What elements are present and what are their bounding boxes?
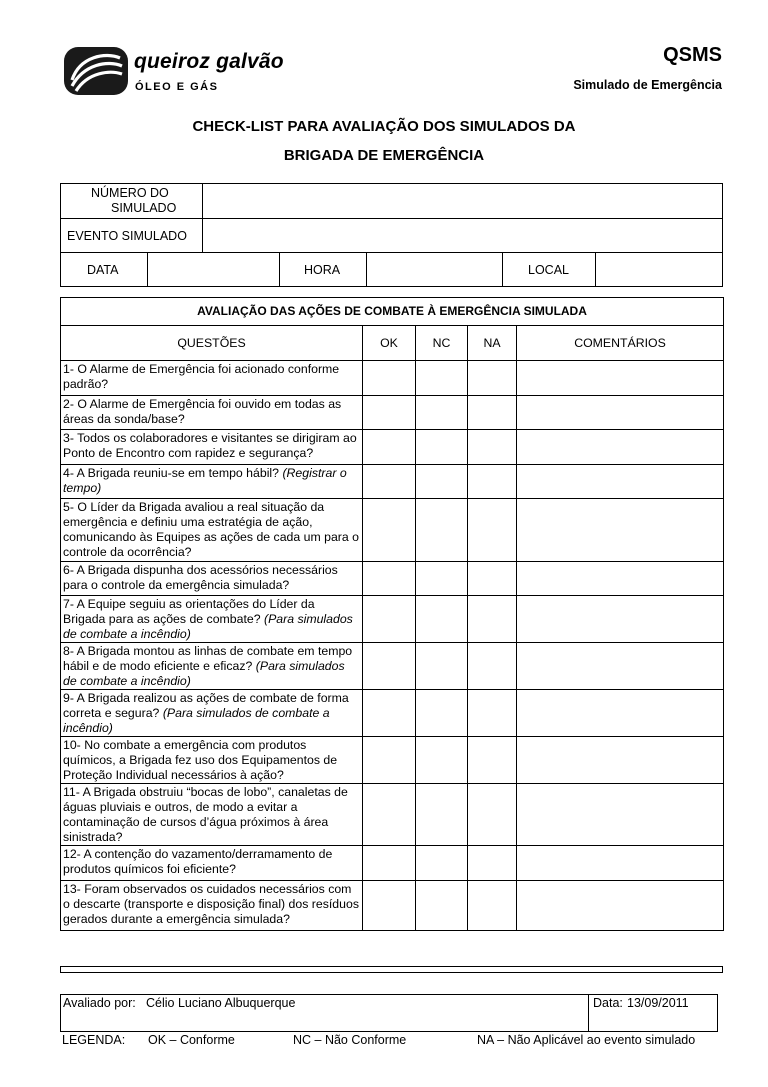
comment-cell[interactable] bbox=[517, 396, 724, 430]
question-text: 7- A Equipe seguiu as orientações do Líder da Brigada para as ações de combate? bbox=[63, 597, 315, 626]
na-cell[interactable] bbox=[468, 596, 517, 643]
question-text: 8- A Brigada montou as linhas de combate em tempo hábil e de modo eficiente e eficaz? bbox=[63, 644, 353, 673]
question-text: 1- O Alarme de Emergência foi acionado conforme padrão? bbox=[63, 362, 340, 391]
table-row bbox=[61, 737, 724, 784]
evento-field[interactable] bbox=[208, 222, 714, 248]
question-cell bbox=[61, 361, 363, 396]
col-comentarios: COMENTÁRIOS bbox=[517, 326, 724, 361]
table-row bbox=[61, 846, 724, 881]
brand-subtitle: ÓLEO E GÁS bbox=[135, 81, 219, 93]
ok-cell[interactable] bbox=[363, 881, 416, 931]
legenda-label: LEGENDA: bbox=[62, 1033, 126, 1047]
table-row bbox=[61, 596, 724, 643]
ok-cell[interactable] bbox=[363, 396, 416, 430]
na-cell[interactable] bbox=[468, 361, 517, 396]
evento-label: EVENTO SIMULADO bbox=[67, 229, 187, 243]
question-cell bbox=[61, 690, 363, 737]
comment-cell[interactable] bbox=[517, 499, 724, 562]
na-cell[interactable] bbox=[468, 881, 517, 931]
numero-label-1: NÚMERO DO bbox=[91, 186, 169, 200]
table-row bbox=[61, 784, 724, 846]
question-text: 6- A Brigada dispunha dos acessórios necessários para o controle da emergência simulada? bbox=[63, 563, 338, 592]
nc-cell[interactable] bbox=[416, 881, 468, 931]
table-row bbox=[61, 499, 724, 562]
question-cell bbox=[61, 499, 363, 562]
na-cell[interactable] bbox=[468, 846, 517, 881]
question-cell bbox=[61, 596, 363, 643]
legenda-nc: NC – Não Conforme bbox=[293, 1033, 407, 1047]
nc-cell[interactable] bbox=[416, 690, 468, 737]
ok-cell[interactable] bbox=[363, 596, 416, 643]
question-text: 9- A Brigada realizou as ações de combate de forma correta e segura? bbox=[63, 691, 349, 720]
page-title-line2: BRIGADA DE EMERGÊNCIA bbox=[283, 147, 485, 164]
evaluation-heading: AVALIAÇÃO DAS AÇÕES DE COMBATE À EMERGÊNCIA SIMULADA bbox=[61, 298, 724, 326]
question-text: 12- A contenção do vazamento/derramamento de produtos químicos foi eficiente? bbox=[63, 847, 333, 876]
local-label: LOCAL bbox=[528, 263, 569, 277]
nc-cell[interactable] bbox=[416, 643, 468, 690]
na-cell[interactable] bbox=[468, 737, 517, 784]
question-cell bbox=[61, 881, 363, 931]
na-cell[interactable] bbox=[468, 499, 517, 562]
comment-cell[interactable] bbox=[517, 881, 724, 931]
na-cell[interactable] bbox=[468, 784, 517, 846]
na-cell[interactable] bbox=[468, 690, 517, 737]
na-cell[interactable] bbox=[468, 643, 517, 690]
table-row bbox=[61, 643, 724, 690]
table-row bbox=[61, 881, 724, 931]
comment-cell[interactable] bbox=[517, 562, 724, 596]
avaliado-name: Célio Luciano Albuquerque bbox=[146, 996, 296, 1010]
table-row bbox=[61, 690, 724, 737]
comment-cell[interactable] bbox=[517, 784, 724, 846]
nc-cell[interactable] bbox=[416, 361, 468, 396]
comment-cell[interactable] bbox=[517, 737, 724, 784]
question-text: 11- A Brigada obstruiu “bocas de lobo”, canaletas de águas pluviais e outros, de modo a evitar a contaminação de cursos d’água próximos à área sinistrada? bbox=[63, 785, 348, 844]
nc-cell[interactable] bbox=[416, 465, 468, 499]
question-cell bbox=[61, 430, 363, 465]
question-text: 10- No combate a emergência com produtos químicos, a Brigada fez uso dos Equipamentos de Proteção Individual necessários à ação? bbox=[63, 738, 338, 782]
data-avaliacao-label: Data: bbox=[593, 996, 623, 1010]
qsms-subtitle: Simulado de Emergência bbox=[573, 78, 722, 92]
nc-cell[interactable] bbox=[416, 737, 468, 784]
comment-cell[interactable] bbox=[517, 430, 724, 465]
table-row bbox=[61, 361, 724, 396]
col-na: NA bbox=[468, 326, 517, 361]
col-ok: OK bbox=[363, 326, 416, 361]
nc-cell[interactable] bbox=[416, 499, 468, 562]
table-row bbox=[61, 396, 724, 430]
hora-label: HORA bbox=[304, 263, 341, 277]
nc-cell[interactable] bbox=[416, 430, 468, 465]
question-text: 3- Todos os colaboradores e visitantes se dirigiram ao Ponto de Encontro com rapidez e segurança? bbox=[63, 431, 357, 460]
table-row bbox=[61, 430, 724, 465]
na-cell[interactable] bbox=[468, 430, 517, 465]
question-note: (Para simulados de combate a incêndio) bbox=[63, 659, 345, 688]
question-cell bbox=[61, 846, 363, 881]
legenda-na: NA – Não Aplicável ao evento simulado bbox=[477, 1033, 696, 1047]
data-label: DATA bbox=[87, 263, 119, 277]
question-note: (Registrar o tempo) bbox=[63, 466, 347, 495]
evaluation-table bbox=[60, 297, 724, 931]
footer-box bbox=[60, 994, 718, 1032]
ok-cell[interactable] bbox=[363, 643, 416, 690]
comment-cell[interactable] bbox=[517, 361, 724, 396]
nc-cell[interactable] bbox=[416, 784, 468, 846]
nc-cell[interactable] bbox=[416, 396, 468, 430]
na-cell[interactable] bbox=[468, 465, 517, 499]
question-cell bbox=[61, 562, 363, 596]
question-cell bbox=[61, 643, 363, 690]
ok-cell[interactable] bbox=[363, 499, 416, 562]
nc-cell[interactable] bbox=[416, 596, 468, 643]
ok-cell[interactable] bbox=[363, 430, 416, 465]
nc-cell[interactable] bbox=[416, 562, 468, 596]
ok-cell[interactable] bbox=[363, 361, 416, 396]
data-avaliacao-value: 13/09/2011 bbox=[627, 996, 689, 1010]
ok-cell[interactable] bbox=[363, 784, 416, 846]
info-box bbox=[60, 183, 723, 287]
local-field[interactable] bbox=[599, 256, 719, 284]
nc-cell[interactable] bbox=[416, 846, 468, 881]
avaliado-label: Avaliado por: bbox=[63, 996, 136, 1010]
ok-cell[interactable] bbox=[363, 690, 416, 737]
table-row bbox=[61, 562, 724, 596]
na-cell[interactable] bbox=[468, 396, 517, 430]
comment-cell[interactable] bbox=[517, 465, 724, 499]
data-field[interactable] bbox=[151, 256, 275, 284]
question-text: 2- O Alarme de Emergência foi ouvido em todas as áreas da sonda/base? bbox=[63, 397, 342, 426]
question-text: 4- A Brigada reuniu-se em tempo hábil? bbox=[63, 466, 280, 480]
ok-cell[interactable] bbox=[363, 737, 416, 784]
comment-cell[interactable] bbox=[517, 596, 724, 643]
hora-field[interactable] bbox=[370, 256, 498, 284]
question-note: (Para simulados de combate a incêndio) bbox=[63, 706, 330, 735]
brand-name: queiroz galvão bbox=[134, 50, 284, 73]
legenda-ok: OK – Conforme bbox=[148, 1033, 235, 1047]
comment-cell[interactable] bbox=[517, 846, 724, 881]
page-title-line1: CHECK-LIST PARA AVALIAÇÃO DOS SIMULADOS DA bbox=[192, 118, 576, 135]
question-note: (Para simulados de combate a incêndio) bbox=[63, 612, 353, 641]
na-cell[interactable] bbox=[468, 562, 517, 596]
comment-cell[interactable] bbox=[517, 690, 724, 737]
separator-bar bbox=[60, 966, 723, 973]
question-text: 13- Foram observados os cuidados necessários com o descarte (transporte e disposição final) dos resíduos gerados durante a emergência simulada? bbox=[63, 882, 359, 926]
question-cell bbox=[61, 396, 363, 430]
question-cell bbox=[61, 737, 363, 784]
qsms-label: QSMS bbox=[663, 44, 722, 66]
numero-field[interactable] bbox=[208, 186, 714, 214]
col-nc: NC bbox=[416, 326, 468, 361]
question-rows bbox=[61, 361, 724, 931]
question-cell bbox=[61, 465, 363, 499]
ok-cell[interactable] bbox=[363, 846, 416, 881]
table-row bbox=[61, 465, 724, 499]
question-cell bbox=[61, 784, 363, 846]
ok-cell[interactable] bbox=[363, 562, 416, 596]
col-questoes: QUESTÕES bbox=[61, 326, 363, 361]
comment-cell[interactable] bbox=[517, 643, 724, 690]
ok-cell[interactable] bbox=[363, 465, 416, 499]
question-text: 5- O Líder da Brigada avaliou a real situação da emergência e definiu uma estratégia de ação, comunicando às Equipes as ações de cada um para o controle da ocorrência? bbox=[63, 500, 359, 559]
company-logo bbox=[62, 44, 132, 98]
numero-label-2: SIMULADO bbox=[111, 201, 177, 215]
